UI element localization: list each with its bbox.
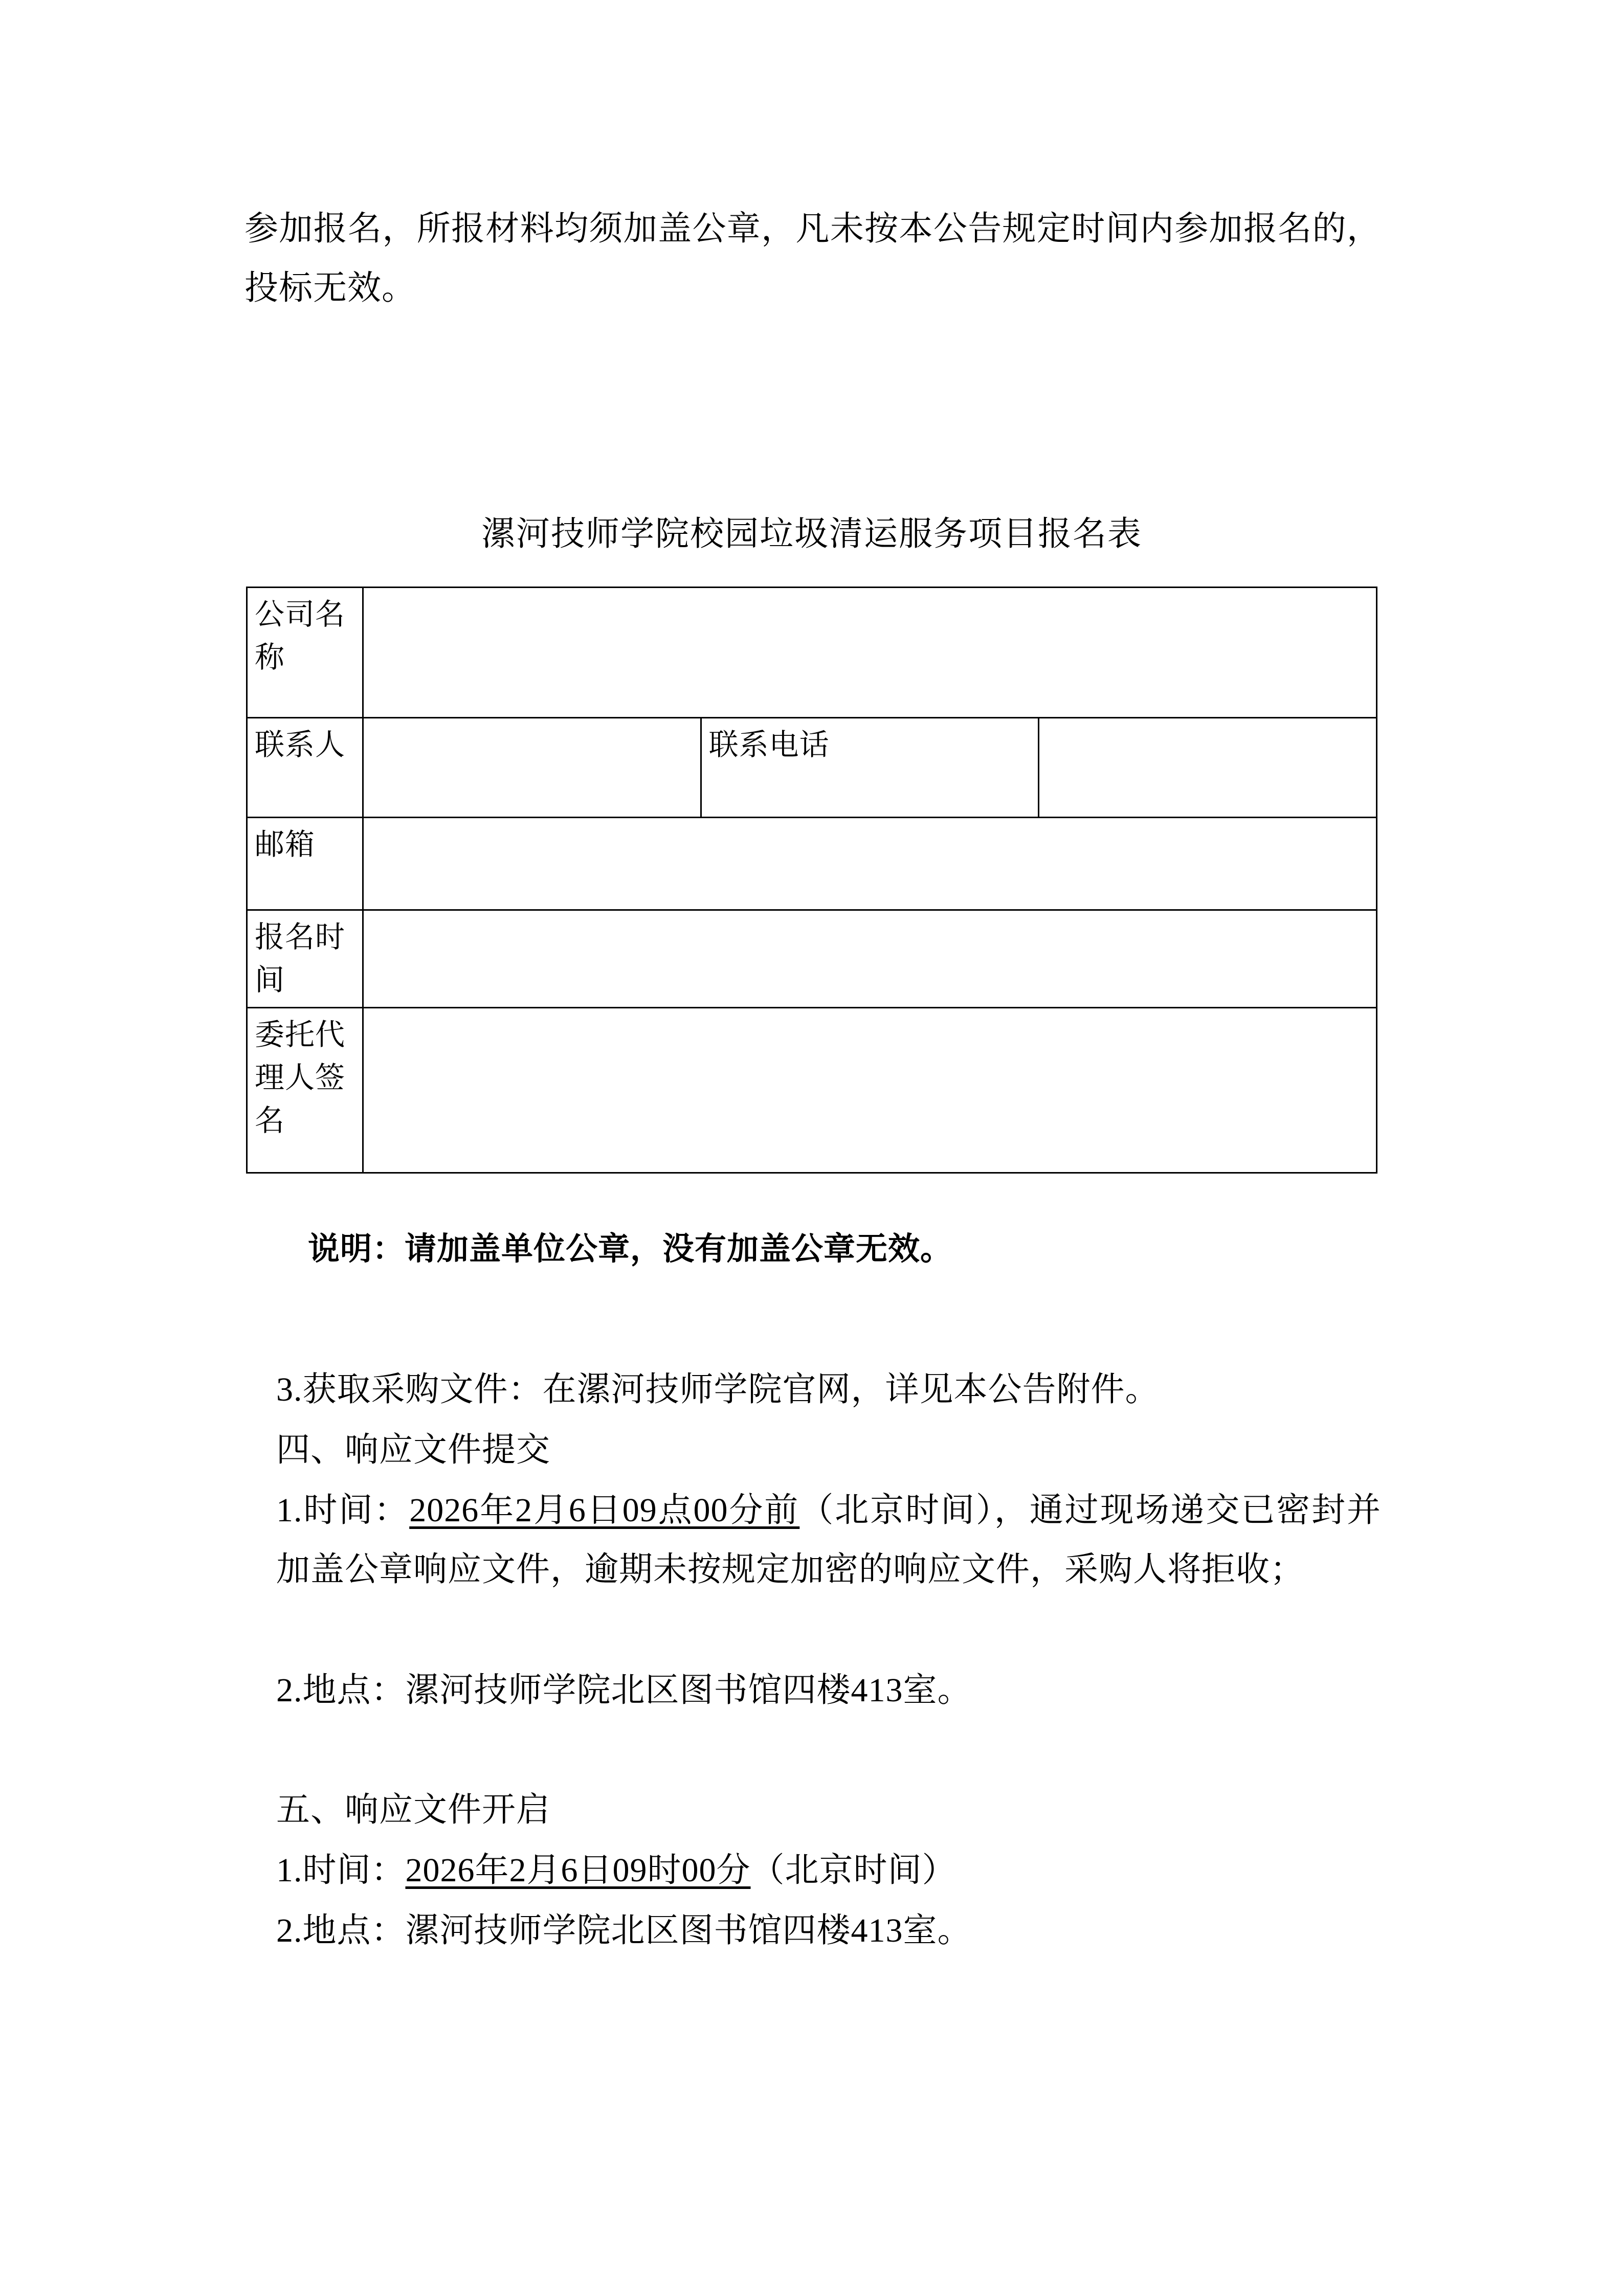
- section-heading-4: 四、响应文件提交: [276, 1431, 550, 1469]
- table-note: 说明：请加盖单位公章，没有加盖公章无效。: [308, 1232, 953, 1267]
- section-item-3-acquire-documents: 3.获取采购文件：在漯河技师学院官网，详见本公告附件。: [276, 1371, 1160, 1408]
- section-5-item-1-suffix: （北京时间）: [750, 1852, 956, 1889]
- section-5-item-2-place: 2.地点：漯河技师学院北区图书馆四楼413室。: [276, 1912, 972, 1949]
- section-4-item-1-time: [276, 1481, 1381, 1600]
- table-label-registration-time: 报名时间: [247, 910, 363, 1008]
- table-row: [247, 818, 1377, 910]
- table-label-contact-person: 联系人: [247, 718, 363, 818]
- section-4-item-1-date-underlined: 2026年2月6日09点00分前: [409, 1492, 800, 1529]
- section-4-item-2-place: 2.地点：漯河技师学院北区图书馆四楼413室。: [276, 1672, 972, 1709]
- table-label-contact-phone: 联系电话: [701, 718, 1039, 818]
- table-row: [247, 910, 1377, 1008]
- table-label-agent-signature: 委托代理人签名: [247, 1008, 363, 1173]
- table-field-agent-signature[interactable]: [363, 1008, 1377, 1173]
- table-row: [247, 1008, 1377, 1173]
- registration-form-table: [246, 587, 1377, 1174]
- table-row: [247, 588, 1377, 718]
- table-field-contact-person[interactable]: [363, 718, 701, 818]
- section-5-item-1-prefix: 1.时间：: [276, 1852, 406, 1889]
- section-5-item-1-date-underlined: 2026年2月6日09时00分: [405, 1852, 751, 1889]
- table-label-company-name: 公司名称: [247, 588, 363, 718]
- section-heading-5: 五、响应文件开启: [276, 1791, 550, 1829]
- page-title: 漯河技师学院校园垃圾清运服务项目报名表: [481, 515, 1142, 553]
- table-label-email: 邮箱: [247, 818, 363, 910]
- section-4-item-1-prefix: 1.时间：: [276, 1492, 410, 1529]
- table-field-company-name[interactable]: [363, 588, 1377, 718]
- paragraph-registration-notice: 参加报名，所报材料均须加盖公章，凡未按本公告规定时间内参加报名的，投标无效。: [244, 210, 1381, 307]
- table-row: [247, 718, 1377, 818]
- table-field-registration-time[interactable]: [363, 910, 1377, 1008]
- table-field-email[interactable]: [363, 818, 1377, 910]
- section-5-item-1-time: [276, 1841, 1381, 1900]
- table-field-contact-phone[interactable]: [1039, 718, 1377, 818]
- section-4-item-1-suffix: （北京时间），通过现场递交已密封并加盖公章响应文件，逾期未按规定加密的响应文件，采购人将拒收；: [276, 1492, 1382, 1588]
